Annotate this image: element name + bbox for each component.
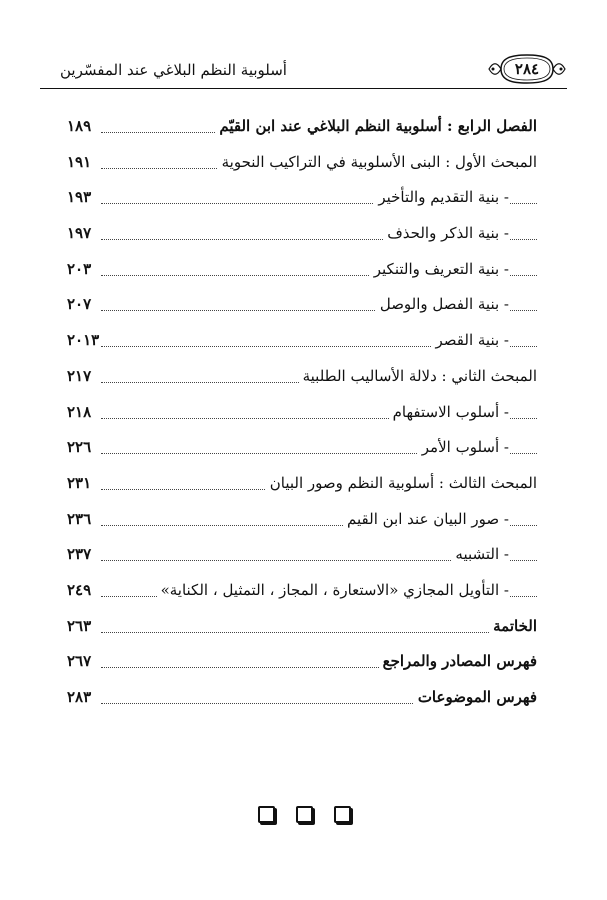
toc-entry-title: - التأويل المجازي «الاستعارة ، المجاز ، التمثيل ، الكناية» (157, 577, 509, 603)
page-header (40, 50, 567, 90)
toc-entry (67, 646, 537, 682)
header-divider (40, 88, 567, 89)
toc-entry-title: - أسلوب الاستفهام (389, 399, 509, 425)
toc-entry-title: المبحث الأول : البنى الأسلوبية في التراكيب النحوية (218, 149, 537, 175)
toc-entry (67, 361, 537, 397)
toc-entry (67, 575, 537, 611)
toc-entry (67, 504, 537, 540)
toc-entry-title: الفصل الرابع : أسلوبية النظم البلاغي عند ابن القيّم (215, 113, 537, 139)
toc-entry (67, 254, 537, 290)
toc-entry-title: - بنية الفصل والوصل (376, 291, 509, 317)
square-icon (334, 806, 351, 823)
toc-entry-title: - صور البيان عند ابن القيم (343, 506, 509, 532)
toc-entry (67, 611, 537, 647)
toc-entry-page: ٢٦٧ (67, 648, 101, 674)
toc-entry-page: ١٩١ (67, 149, 101, 175)
toc-entry-title: - بنية التعريف والتنكير (370, 256, 509, 282)
toc-entry (67, 432, 537, 468)
page-number-ornament (487, 52, 567, 86)
toc-entry-page: ٢٣١ (67, 470, 101, 496)
toc-entry (67, 147, 537, 183)
toc-entry (67, 539, 537, 575)
table-of-contents (67, 111, 537, 718)
toc-entry-title: - أسلوب الأمر (418, 434, 509, 460)
square-icon (296, 806, 313, 823)
toc-entry-page: ٢٣٦ (67, 506, 101, 532)
dot-leader (101, 632, 537, 633)
toc-entry-page: ٢٠١٣ (67, 327, 101, 353)
toc-entry (67, 468, 537, 504)
toc-entry-title: فهرس الموضوعات (414, 684, 537, 710)
toc-entry-page: ٢١٧ (67, 363, 101, 389)
toc-entry (67, 289, 537, 325)
toc-entry (67, 682, 537, 718)
toc-entry-page: ٢٤٩ (67, 577, 101, 603)
toc-entry-page: ١٩٧ (67, 220, 101, 246)
toc-entry-title: المبحث الثالث : أسلوبية النظم وصور البيان (266, 470, 537, 496)
toc-entry-page: ٢٨٣ (67, 684, 101, 710)
toc-entry (67, 397, 537, 433)
square-icon (258, 806, 275, 823)
toc-entry-page: ٢١٨ (67, 399, 101, 425)
toc-entry-page: ١٩٣ (67, 184, 101, 210)
footer-ornament (258, 806, 354, 824)
page-number: ٢٨٤ (514, 60, 540, 78)
toc-entry (67, 182, 537, 218)
toc-entry-title: - بنية القصر (432, 327, 509, 353)
toc-entry-page: ٢٣٧ (67, 541, 101, 567)
toc-entry-title: فهرس المصادر والمراجع (379, 648, 537, 674)
toc-entry (67, 218, 537, 254)
toc-entry (67, 325, 537, 361)
running-title: أسلوبية النظم البلاغي عند المفسّرين (60, 61, 287, 79)
toc-entry-title: المبحث الثاني : دلالة الأساليب الطلبية (299, 363, 537, 389)
toc-entry-page: ١٨٩ (67, 113, 101, 139)
toc-entry-title: - بنية الذكر والحذف (383, 220, 509, 246)
toc-entry-title: الخاتمة (489, 613, 537, 639)
toc-entry-page: ٢٠٧ (67, 291, 101, 317)
toc-entry-title: - التشبيه (451, 541, 509, 567)
toc-entry-page: ٢٦٣ (67, 613, 101, 639)
toc-entry-title: - بنية التقديم والتأخير (374, 184, 509, 210)
toc-entry-page: ٢٢٦ (67, 434, 101, 460)
toc-entry (67, 111, 537, 147)
toc-entry-page: ٢٠٣ (67, 256, 101, 282)
